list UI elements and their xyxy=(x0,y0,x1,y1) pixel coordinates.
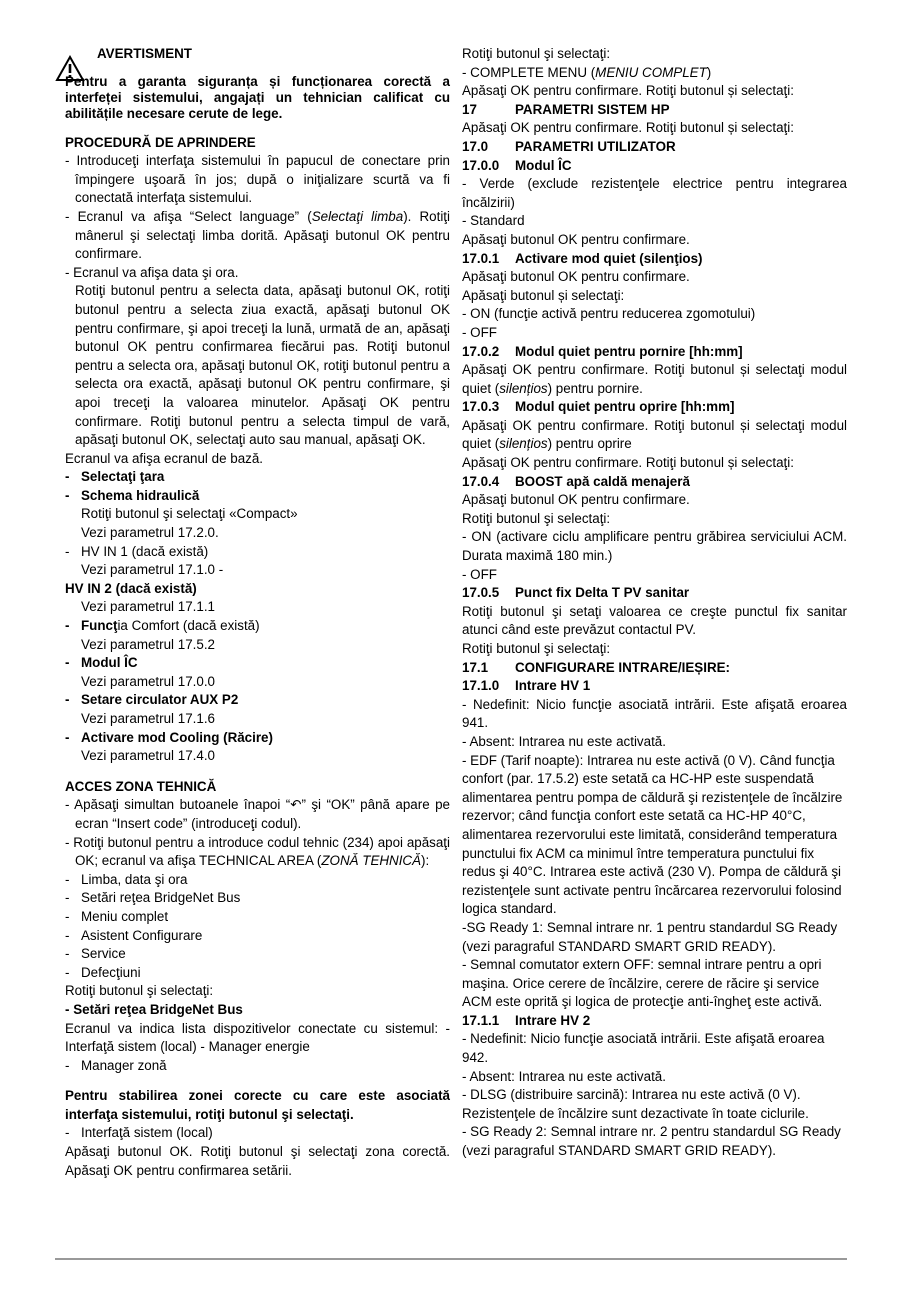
list-item: - Modul ÎC xyxy=(65,655,138,671)
section-heading: 17.0.2 Modul quiet pentru pornire [hh:mm] xyxy=(462,343,743,359)
procedure-step: Ecranul va afişa ecranul de bază. xyxy=(65,450,264,466)
paragraph: Apăsaţi butonul OK pentru confirmare. xyxy=(462,492,690,508)
tech-step: - Setări reţea BridgeNet Bus xyxy=(65,1001,243,1017)
list-item: - Selectaţi ţara xyxy=(65,469,165,485)
tech-step: - Rotiţi butonul pentru a introduce codul tehnic (234) apoi apăsaţi OK; ecranul va afişa TECHNICAL AREA (ZONĂ TEHNICĂ): xyxy=(65,834,450,869)
paragraph: Rotiţi butonul şi selectaţi: xyxy=(462,510,611,526)
warning-text: Pentru a garanta siguranța și funcționarea corectă a interfeței sistemului, angajați un tehnician calificat cu abilitățile necesare cerute de lege. xyxy=(65,73,450,121)
list-item: - Setare circulator AUX P2 xyxy=(65,692,239,708)
paragraph: Apăsaţi OK pentru confirmare. Rotiţi butonul și selectaţi: xyxy=(462,455,794,471)
paragraph: Rotiţi butonul şi setaţi valoarea ce creşte punctul fix sanitar atunci când este prevăzut contactul PV. xyxy=(462,603,847,638)
paragraph: -SG Ready 1: Semnal intrare nr. 1 pentru standardul SG Ready (vezi paragraful STANDARD SMART GRID READY). xyxy=(462,919,838,954)
paragraph: Apăsaţi OK pentru confirmare. Rotiţi butonul și selectaţi modul quiet (silențios) pentru oprire xyxy=(462,417,847,452)
left-column xyxy=(65,45,450,1180)
procedure-step: - Introduceţi interfaţa sistemului în papucul de conectare prin împingere uşoară în jos; după o iniţializare scurtă va fi conectată interfaţa sistemului. xyxy=(65,153,450,206)
menu-item: - Manager zonă xyxy=(65,1057,167,1073)
tech-area-heading: ACCES ZONA TEHNICĂ xyxy=(65,778,217,794)
menu-item: - Asistent Configurare xyxy=(65,927,203,943)
paragraph: - Nedefinit: Nicio funcţie asociată intrării. Este afişată eroarea 942. xyxy=(462,1031,825,1066)
section-heading: 17.1.1 Intrare HV 2 xyxy=(462,1012,591,1028)
paragraph: - Semnal comutator extern OFF: semnal intrare pentru a opri maşina. Orice cerere de încălzire, cerere de răcire şi service ACM este oprită şi logica de protecţie anti-îngheţ este activă. xyxy=(462,957,823,1010)
section-heading: 17.0.4 BOOST apă caldă menajeră xyxy=(462,473,690,489)
tech-step: Rotiţi butonul şi selectaţi: xyxy=(65,983,214,999)
paragraph: - ON (funcţie activă pentru reducerea zgomotului) xyxy=(462,306,756,322)
list-item-detail: Vezi parametrul 17.1.0 - xyxy=(81,562,224,578)
list-item: HV IN 2 (dacă există) xyxy=(65,580,197,596)
paragraph: - Nedefinit: Nicio funcţie asociată intrării. Este afişată eroarea 941. xyxy=(462,696,847,731)
list-item-detail: Vezi parametrul 17.4.0 xyxy=(81,748,215,764)
paragraph: - ON (activare ciclu amplificare pentru grăbirea serviciului ACM. Durata maximă 180 min.) xyxy=(462,529,847,564)
list-item-detail: Vezi parametrul 17.1.6 xyxy=(81,711,215,726)
tech-step: Ecranul va indica lista dispozitivelor conectate cu sistemul: - Interfaţă sistem (local) - Manager energie xyxy=(65,1020,450,1055)
list-item-detail: Vezi parametrul 17.5.2 xyxy=(81,636,215,652)
menu-item: - Interfaţă sistem (local) xyxy=(65,1125,213,1141)
menu-item: - Service xyxy=(65,946,126,962)
paragraph: Rotiţi butonul şi selectaţi: xyxy=(462,641,611,656)
paragraph: Apăsaţi butonul OK pentru confirmare. xyxy=(462,231,690,247)
section-heading: 17.0.0 Modul ÎC xyxy=(462,157,572,173)
procedure-heading: PROCEDURĂ DE APRINDERE xyxy=(65,134,256,150)
list-item: - Funcţia Comfort (dacă există) xyxy=(65,618,260,634)
procedure-step: Rotiţi butonul pentru a selecta data, apăsaţi butonul OK, rotiţi butonul pentru a selecta ziua exactă, apăsaţi butonul OK pentru confirmare, şi apoi treceţi la lună, urmată de an, apăsaţi butonul OK pentru confirmarea fiecărui pas. Rotiţi butonul pentru a selecta ora, apăsaţi butonul OK, rotiţi butonul pentru a selecta ora exactă, apăsaţi butonul OK pentru confirmare, şi apoi treceţi la valoarea minutelor. Apăsaţi OK pentru confirmare. Rotiţi butonul pentru a selecta timpul de vară, apăsaţi butonul OK, selectaţi auto sau manual, apăsaţi OK. xyxy=(75,283,450,448)
list-item: - Activare mod Cooling (Răcire) xyxy=(65,729,273,745)
section-heading: 17.0 PARAMETRI UTILIZATOR xyxy=(462,138,676,154)
list-item: - HV IN 1 (dacă există) xyxy=(65,543,209,559)
list-item-detail: Vezi parametrul 17.1.1 xyxy=(81,599,215,615)
paragraph: Apăsaţi butonul și selectaţi: xyxy=(462,287,625,303)
section-heading: 17 PARAMETRI SISTEM HP xyxy=(462,101,670,117)
procedure-step: - Ecranul va afişa “Select language” (Selectaţi limba). Rotiţi mânerul şi selectaţi limba dorită. Apăsaţi butonul OK pentru confirmare. xyxy=(65,208,450,262)
paragraph: Rotiţi butonul şi selectaţi: xyxy=(462,46,611,61)
paragraph: - Standard xyxy=(462,213,525,229)
paragraph: Apăsaţi OK pentru confirmare. Rotiţi butonul și selectaţi modul quiet (silențios) pentru pornire. xyxy=(462,362,847,396)
list-item-detail: Rotiţi butonul şi selectaţi «Compact» xyxy=(81,506,298,522)
right-column xyxy=(462,45,847,1161)
paragraph: - COMPLETE MENU (MENIU COMPLET) xyxy=(462,64,712,80)
list-item-detail: Vezi parametrul 17.2.0. xyxy=(81,525,219,541)
tech-step: - Apăsaţi simultan butoanele înapoi “↶” şi “OK” până apare pe ecran “Insert code” (introduceţi codul). xyxy=(65,797,450,831)
paragraph: - Absent: Intrarea nu este activată. xyxy=(462,733,666,749)
paragraph: Apăsaţi butonul OK pentru confirmare. xyxy=(462,269,690,285)
section-heading: 17.0.5 Punct fix Delta T PV sanitar xyxy=(462,585,690,601)
section-heading: 17.1.0 Intrare HV 1 xyxy=(462,678,591,694)
zone-heading: Pentru stabilirea zonei corecte cu care este asociată interfaţa sistemului, rotiţi butonul şi selectaţi. xyxy=(65,1088,450,1122)
menu-item: - Limba, data şi ora xyxy=(65,871,188,887)
footer-divider xyxy=(55,1258,847,1260)
section-heading: 17.1 CONFIGURARE INTRARE/IEȘIRE: xyxy=(462,659,731,675)
procedure-step: - Ecranul va afişa data şi ora. xyxy=(65,264,239,280)
paragraph: - DLSG (distribuire sarcină): Intrarea nu este activă (0 V). Rezistenţele de încălzire sunt dezactivate în toate ciclurile. xyxy=(462,1087,809,1121)
list-item-detail: Vezi parametrul 17.0.0 xyxy=(81,673,215,689)
list-item: - Schema hidraulică xyxy=(65,487,200,503)
menu-item: - Setări reţea BridgeNet Bus xyxy=(65,890,241,906)
paragraph: - SG Ready 2: Semnal intrare nr. 2 pentru standardul SG Ready (vezi paragraful STANDARD SMART GRID READY). xyxy=(462,1124,841,1159)
paragraph: Apăsaţi OK pentru confirmare. Rotiţi butonul și selectaţi: xyxy=(462,83,794,99)
section-heading: 17.0.1 Activare mod quiet (silenţios) xyxy=(462,250,703,266)
menu-item: - Defecţiuni xyxy=(65,964,141,980)
warning-title: AVERTISMENT xyxy=(97,46,192,61)
paragraph: - OFF xyxy=(462,566,497,582)
paragraph: - Verde (exclude rezistenţele electrice pentru integrarea încălzirii) xyxy=(462,176,847,210)
paragraph: Apăsaţi OK pentru confirmare. Rotiţi butonul și selectaţi: xyxy=(462,120,794,136)
section-heading: 17.0.3 Modul quiet pentru oprire [hh:mm] xyxy=(462,399,735,415)
paragraph: - EDF (Tarif noapte): Intrarea nu este activă (0 V). Când funcţia confort (par. 17.5.2) este setată ca HC-HP este suspendată alimentarea pentru pompa de căldură şi rezistenţele de încălzire rezervor; când funcţia confort este setată ca HC-HP 40°C, alimentarea rezervorului este limitată, considerând temperatura punctului fix ACM ca minimul între temperatura punctului fix redus şi 40°C. Intrarea este activă (230 V). Pompa de căldură şi rezistenţele sunt activate pentru încărcarea rezervorului folosind logica standard. xyxy=(462,752,843,917)
menu-item: - Meniu complet xyxy=(65,908,169,924)
paragraph: - OFF xyxy=(462,324,497,340)
paragraph: - Absent: Intrarea nu este activată. xyxy=(462,1068,666,1084)
zone-step: Apăsaţi butonul OK. Rotiţi butonul şi selectaţi zona corectă. Apăsaţi OK pentru confirmarea setării. xyxy=(65,1144,450,1178)
